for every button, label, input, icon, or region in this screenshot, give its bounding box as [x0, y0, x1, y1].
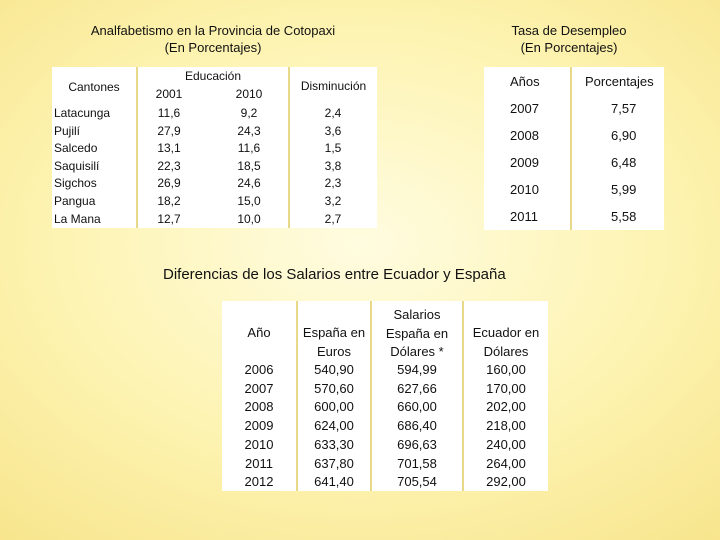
- porcentaje-cell: 5,99: [611, 182, 637, 197]
- ano-cell: 2009: [244, 418, 274, 434]
- dolares-cell: 660,00: [397, 399, 437, 415]
- ano-cell: 2012: [244, 474, 274, 490]
- analfabetismo-title-line2: (En Porcentajes): [164, 40, 262, 55]
- header-espana-dolares-line3: Dólares *: [390, 344, 444, 360]
- header-espana-euros-line2: Euros: [317, 343, 351, 359]
- salarios-table: [222, 301, 548, 491]
- euros-cell: 633,30: [314, 436, 354, 452]
- ecuador-cell: 292,00: [486, 474, 526, 490]
- header-salarios-line: Salarios: [393, 307, 441, 322]
- ano-cell: 2009: [510, 155, 539, 170]
- value-2001-cell: 22,3: [157, 158, 181, 173]
- canton-cell: Pujilí: [54, 123, 81, 138]
- desempleo-row: [484, 121, 664, 148]
- disminucion-cell: 3,8: [324, 158, 342, 173]
- value-2001-cell: 13,1: [157, 141, 181, 156]
- desempleo-row: [484, 175, 664, 202]
- header-espana-dolares: [372, 306, 462, 362]
- value-2001-cell: 26,9: [157, 176, 181, 191]
- header-espana-euros-line1: España en: [302, 325, 366, 340]
- column-2010: [228, 105, 270, 228]
- euros-column: [298, 361, 370, 492]
- desempleo-header-row: [484, 67, 664, 94]
- ecuador-cell: 160,00: [486, 362, 526, 377]
- ano-cell: 2008: [244, 399, 274, 415]
- disminucion-cell: 3,6: [324, 123, 342, 138]
- header-porcentajes: Porcentajes: [585, 74, 654, 89]
- ano-cell: 2006: [244, 362, 274, 377]
- cantones-column: [54, 105, 136, 228]
- ano-column: [222, 361, 296, 492]
- ano-cell: 2008: [510, 128, 539, 143]
- ecuador-cell: 264,00: [486, 455, 526, 471]
- disminucion-cell: 2,3: [324, 176, 342, 191]
- dolares-cell: 627,66: [397, 380, 437, 396]
- value-2010-cell: 15,0: [237, 193, 261, 208]
- dolares-column: [372, 361, 462, 492]
- dolares-cell: 705,54: [397, 474, 437, 490]
- ecuador-cell: 170,00: [486, 380, 526, 396]
- column-disminucion: [312, 105, 354, 228]
- ano-cell: 2010: [510, 182, 539, 197]
- value-2001-cell: 27,9: [157, 123, 181, 138]
- disminucion-cell: 1,5: [324, 141, 342, 156]
- ano-cell: 2011: [245, 455, 273, 471]
- value-2001-cell: 11,6: [157, 106, 181, 120]
- porcentaje-cell: 5,58: [611, 209, 637, 224]
- ano-cell: 2010: [244, 436, 274, 452]
- header-anos: Años: [510, 74, 540, 89]
- salarios-title: Diferencias de los Salarios entre Ecuador y España: [163, 266, 506, 283]
- header-espana-euros: [298, 324, 370, 361]
- dolares-cell: 594,99: [397, 362, 437, 377]
- canton-cell: Saquisilí: [54, 158, 100, 173]
- header-2010: 2010: [235, 87, 263, 101]
- disminucion-cell: 2,4: [324, 106, 342, 120]
- canton-cell: Sigchos: [54, 176, 97, 191]
- value-2010-cell: 9,2: [240, 106, 258, 120]
- header-ecuador-line1: Ecuador en: [472, 325, 540, 340]
- canton-cell: Latacunga: [54, 106, 111, 120]
- canton-cell: Pangua: [54, 193, 96, 208]
- euros-cell: 540,90: [314, 362, 354, 377]
- desempleo-row: [484, 202, 664, 229]
- value-2010-cell: 11,6: [237, 141, 261, 156]
- dolares-cell: 701,58: [397, 455, 437, 471]
- euros-cell: 637,80: [314, 455, 354, 471]
- analfabetismo-title-line1: Analfabetismo en la Provincia de Cotopaxi: [90, 23, 336, 38]
- dolares-cell: 696,63: [397, 436, 437, 452]
- header-cantones: Cantones: [68, 80, 120, 94]
- porcentaje-cell: 6,90: [611, 128, 637, 143]
- canton-cell: La Mana: [54, 211, 101, 226]
- ecuador-cell: 202,00: [486, 399, 526, 415]
- desempleo-title: [478, 22, 660, 56]
- euros-cell: 570,60: [314, 380, 354, 396]
- ecuador-column: [464, 361, 548, 492]
- ano-cell: 2011: [510, 209, 538, 224]
- dolares-cell: 686,40: [397, 418, 437, 434]
- value-2001-cell: 12,7: [157, 211, 181, 226]
- column-divider: [136, 67, 138, 228]
- desempleo-title-line2: (En Porcentajes): [520, 40, 618, 55]
- desempleo-row: [484, 94, 664, 121]
- porcentaje-cell: 7,57: [611, 101, 637, 116]
- canton-cell: Salcedo: [54, 141, 98, 156]
- header-2001: 2001: [155, 87, 183, 101]
- header-ecuador-line2: Dólares: [483, 343, 529, 359]
- value-2001-cell: 18,2: [157, 193, 181, 208]
- disminucion-cell: 2,7: [324, 211, 342, 226]
- value-2010-cell: 10,0: [237, 211, 261, 226]
- column-2001: [148, 105, 190, 228]
- desempleo-title-line1: Tasa de Desempleo: [511, 23, 627, 38]
- analfabetismo-table: [52, 67, 377, 228]
- header-ano: [222, 324, 296, 343]
- ecuador-cell: 218,00: [486, 418, 526, 434]
- value-2010-cell: 24,3: [237, 123, 261, 138]
- ano-cell: 2007: [244, 380, 274, 396]
- value-2010-cell: 24,6: [237, 176, 261, 191]
- euros-cell: 641,40: [314, 474, 354, 490]
- header-ecuador-dolares: [464, 324, 548, 361]
- analfabetismo-title: [40, 22, 386, 56]
- ano-cell: 2007: [510, 101, 539, 116]
- header-educacion: Educación: [184, 69, 242, 83]
- header-disminucion: Disminución: [300, 79, 367, 93]
- desempleo-table: [484, 67, 664, 230]
- porcentaje-cell: 6,48: [611, 155, 637, 170]
- desempleo-row: [484, 148, 664, 175]
- euros-cell: 600,00: [314, 399, 354, 415]
- disminucion-cell: 3,2: [324, 193, 342, 208]
- header-ano-label: Año: [247, 325, 271, 340]
- euros-cell: 624,00: [314, 418, 354, 434]
- header-espana-dolares-line2: España en: [385, 325, 449, 341]
- ecuador-cell: 240,00: [486, 436, 526, 452]
- value-2010-cell: 18,5: [237, 158, 261, 173]
